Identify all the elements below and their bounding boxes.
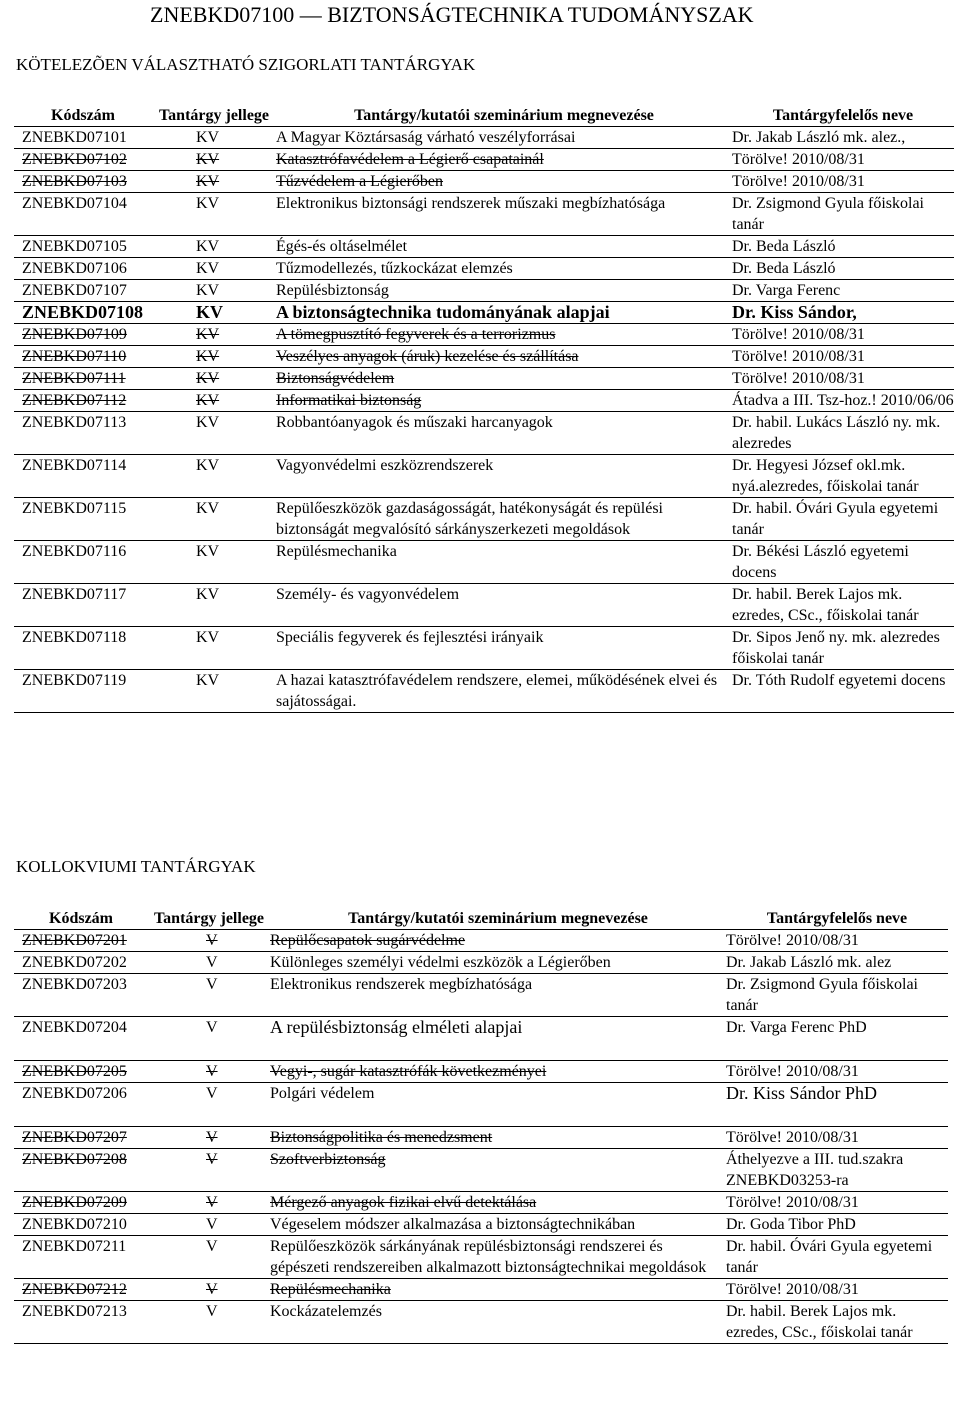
subject-name: Repülésmechanika [276,541,732,584]
subject-type: V [148,930,270,952]
subject-code: ZNEBKD07108 [14,302,152,324]
subject-type: KV [152,584,276,627]
subject-code: ZNEBKD07118 [14,627,152,670]
table-row [14,584,954,627]
subject-type: KV [152,346,276,368]
subject-lecturer: Áthelyezve a III. tud.szakra ZNEBKD03253-ra [726,1149,948,1192]
subject-code: ZNEBKD07114 [14,455,152,498]
subject-lecturer: Dr. habil. Berek Lajos mk. ezredes, CSc., főiskolai tanár [726,1301,948,1344]
table-row [14,302,954,324]
subject-name: Elektronikus biztonsági rendszerek műszaki megbízhatósága [276,193,732,236]
subject-name: Vagyonvédelmi eszközrendszerek [276,455,732,498]
subject-lecturer: Törölve! 2010/08/31 [726,1279,948,1301]
subject-type: KV [152,670,276,713]
table-row [14,412,954,455]
table-row [14,1214,948,1236]
table-row [14,280,954,302]
subject-lecturer: Dr. Varga Ferenc [732,280,954,302]
subject-name: Repülésmechanika [270,1279,726,1301]
subject-type: V [148,1061,270,1083]
subject-name: Informatikai biztonság [276,390,732,412]
table-row [14,498,954,541]
subject-type: V [148,974,270,1017]
subject-name: Mérgező anyagok fizikai elvű detektálása [270,1192,726,1214]
subject-type: V [148,952,270,974]
subject-lecturer: Dr. habil. Lukács László ny. mk. alezredes [732,412,954,455]
subject-name: Repülőeszközök sárkányának repülésbiztonsági rendszerei és gépészeti rendszereiben alkalmazott biztonságtechnikai megoldások [270,1236,726,1279]
subject-name: Kockázatelemzés [270,1301,726,1344]
subject-code: ZNEBKD07105 [14,236,152,258]
subject-type: KV [152,368,276,390]
subject-type: KV [152,455,276,498]
table-row [14,1149,948,1192]
colloquium-subjects-table [14,908,948,1344]
subject-code: ZNEBKD07109 [14,324,152,346]
subject-type: V [148,1192,270,1214]
subject-name: Égés-és oltáselmélet [276,236,732,258]
subject-name: Repülőcsapatok sugárvédelme [270,930,726,952]
table-row [14,258,954,280]
subject-code: ZNEBKD07104 [14,193,152,236]
subject-name: Biztonságpolitika és menedzsment [270,1127,726,1149]
header-type: Tantárgy jellege [153,910,265,927]
subject-name: Tűzmodellezés, tűzkockázat elemzés [276,258,732,280]
subject-type: V [148,1083,270,1127]
subject-code: ZNEBKD07208 [14,1149,148,1192]
table-row [14,627,954,670]
subject-code: ZNEBKD07113 [14,412,152,455]
subject-code: ZNEBKD07115 [14,498,152,541]
subject-type: KV [152,541,276,584]
table-row [14,1279,948,1301]
subject-lecturer: Dr. Beda László [732,258,954,280]
subject-code: ZNEBKD07213 [14,1301,148,1344]
subject-type: KV [152,324,276,346]
subject-name: Polgári védelem [270,1083,726,1127]
subject-type: KV [152,171,276,193]
subject-code: ZNEBKD07207 [14,1127,148,1149]
subject-type: KV [152,280,276,302]
subject-name: Különleges személyi védelmi eszközök a Légierőben [270,952,726,974]
subject-type: KV [152,236,276,258]
subject-type: KV [152,193,276,236]
subject-code: ZNEBKD07119 [14,670,152,713]
subject-code: ZNEBKD07101 [14,127,152,149]
subject-type: V [148,1279,270,1301]
subject-lecturer: Törölve! 2010/08/31 [732,368,954,390]
subject-code: ZNEBKD07106 [14,258,152,280]
subject-name: Repülésbiztonság [276,280,732,302]
subject-lecturer: Dr. Zsigmond Gyula főiskolai tanár [726,974,948,1017]
subject-code: ZNEBKD07205 [14,1061,148,1083]
mandatory-subjects-table [14,105,954,713]
table-row [14,1127,948,1149]
header-lecturer: Tantárgyfelelős neve [772,107,914,124]
table-row [14,390,954,412]
subject-lecturer: Dr. Hegyesi József okl.mk. nyá.alezredes, főiskolai tanár [732,455,954,498]
subject-lecturer: Dr. habil. Óvári Gyula egyetemi tanár [726,1236,948,1279]
subject-code: ZNEBKD07202 [14,952,148,974]
table-row [14,974,948,1017]
subject-lecturer: Törölve! 2010/08/31 [726,1127,948,1149]
table-row [14,1192,948,1214]
subject-type: KV [152,258,276,280]
table-row [14,541,954,584]
table-row [14,346,954,368]
subject-lecturer: Dr. habil. Óvári Gyula egyetemi tanár [732,498,954,541]
subject-code: ZNEBKD07211 [14,1236,148,1279]
subject-lecturer: Dr. Békési László egyetemi docens [732,541,954,584]
table-row [14,1301,948,1344]
table-row [14,1236,948,1279]
subject-type: KV [152,627,276,670]
subject-type: V [148,1149,270,1192]
table-row [14,930,948,952]
subject-name: Veszélyes anyagok (áruk) kezelése és szállítása [276,346,732,368]
subject-name: Vegyi-, sugár katasztrófák következményei [270,1061,726,1083]
subject-code: ZNEBKD07112 [14,390,152,412]
subject-lecturer: Törölve! 2010/08/31 [726,1192,948,1214]
subject-code: ZNEBKD07111 [14,368,152,390]
header-name: Tantárgy/kutatói szeminárium megnevezése [348,910,648,927]
table-header-row [14,105,954,127]
subject-code: ZNEBKD07110 [14,346,152,368]
subject-type: V [148,1236,270,1279]
subject-name: Szoftverbiztonság [270,1149,726,1192]
subject-lecturer: Dr. Jakab László mk. alez [726,952,948,974]
subject-code: ZNEBKD07102 [14,149,152,171]
subject-type: V [148,1017,270,1061]
table-row [14,236,954,258]
subject-type: KV [152,127,276,149]
table-header-row [14,908,948,930]
subject-code: ZNEBKD07117 [14,584,152,627]
header-lecturer: Tantárgyfelelős neve [766,910,908,927]
subject-lecturer: Törölve! 2010/08/31 [732,324,954,346]
subject-lecturer: Dr. Zsigmond Gyula főiskolai tanár [732,193,954,236]
subject-lecturer: Dr. Sipos Jenő ny. mk. alezredes főiskolai tanár [732,627,954,670]
subject-name: Repülőeszközök gazdaságosságát, hatékonyságát és repülési biztonságát megvalósító sárkányszerkezeti megoldások [276,498,732,541]
subject-type: KV [152,390,276,412]
table-row [14,368,954,390]
table-row [14,1061,948,1083]
subject-lecturer: Dr. Kiss Sándor PhD [726,1083,948,1127]
subject-lecturer: Törölve! 2010/08/31 [732,149,954,171]
subject-lecturer: Dr. Kiss Sándor, [732,302,954,324]
subject-name: Tűzvédelem a Légierőben [276,171,732,193]
subject-type: KV [152,498,276,541]
subject-name: Biztonságvédelem [276,368,732,390]
header-type: Tantárgy jellege [158,107,270,124]
subject-lecturer: Törölve! 2010/08/31 [732,171,954,193]
subject-name: A repülésbiztonság elméleti alapjai [270,1017,726,1061]
header-name: Tantárgy/kutatói szeminárium megnevezése [354,107,654,124]
table-row [14,193,954,236]
subject-name: A biztonságtechnika tudományának alapjai [276,302,732,324]
subject-lecturer: Dr. habil. Berek Lajos mk. ezredes, CSc., főiskolai tanár [732,584,954,627]
header-code: Kódszám [49,910,113,927]
subject-name: Robbantóanyagok és műszaki harcanyagok [276,412,732,455]
subject-lecturer: Dr. Varga Ferenc PhD [726,1017,948,1061]
subject-code: ZNEBKD07203 [14,974,148,1017]
subject-type: KV [152,302,276,324]
subject-code: ZNEBKD07103 [14,171,152,193]
subject-lecturer: Törölve! 2010/08/31 [726,1061,948,1083]
subject-lecturer: Dr. Goda Tibor PhD [726,1214,948,1236]
subject-name: Speciális fegyverek és fejlesztési irányaik [276,627,732,670]
section-heading-colloquium: KOLLOKVIUMI TANTÁRGYAK [16,857,256,876]
subject-type: KV [152,149,276,171]
table-row [14,455,954,498]
table-row [14,149,954,171]
subject-name: A hazai katasztrófavédelem rendszere, elemei, működésének elvei és sajátosságai. [276,670,732,713]
subject-lecturer: Törölve! 2010/08/31 [726,930,948,952]
table-row [14,670,954,713]
subject-code: ZNEBKD07201 [14,930,148,952]
subject-lecturer: Dr. Beda László [732,236,954,258]
header-code: Kódszám [51,107,115,124]
subject-name: Végeselem módszer alkalmazása a biztonságtechnikában [270,1214,726,1236]
subject-lecturer: Dr. Tóth Rudolf egyetemi docens [732,670,954,713]
table-row [14,171,954,193]
subject-lecturer: Átadva a III. Tsz-hoz.! 2010/06/06 [732,390,954,412]
subject-code: ZNEBKD07116 [14,541,152,584]
subject-lecturer: Dr. Jakab László mk. alez., [732,127,954,149]
subject-name: Katasztrófavédelem a Légierő csapatainál [276,149,732,171]
table-row [14,1017,948,1061]
page-title: ZNEBKD07100 — BIZTONSÁGTECHNIKA TUDOMÁNYSZAK [150,2,754,27]
subject-name: A Magyar Köztársaság várható veszélyforrásai [276,127,732,149]
subject-code: ZNEBKD07204 [14,1017,148,1061]
table-row [14,952,948,974]
subject-type: V [148,1214,270,1236]
table-row [14,127,954,149]
subject-code: ZNEBKD07210 [14,1214,148,1236]
subject-name: A tömegpusztító fegyverek és a terrorizmus [276,324,732,346]
subject-name: Személy- és vagyonvédelem [276,584,732,627]
subject-code: ZNEBKD07206 [14,1083,148,1127]
section-heading-mandatory: KÖTELEZÕEN VÁLASZTHATÓ SZIGORLATI TANTÁRGYAK [16,55,476,74]
subject-type: KV [152,412,276,455]
subject-code: ZNEBKD07209 [14,1192,148,1214]
subject-name: Elektronikus rendszerek megbízhatósága [270,974,726,1017]
table-row [14,324,954,346]
subject-type: V [148,1127,270,1149]
subject-type: V [148,1301,270,1344]
subject-code: ZNEBKD07107 [14,280,152,302]
subject-code: ZNEBKD07212 [14,1279,148,1301]
table-row [14,1083,948,1127]
subject-lecturer: Törölve! 2010/08/31 [732,346,954,368]
